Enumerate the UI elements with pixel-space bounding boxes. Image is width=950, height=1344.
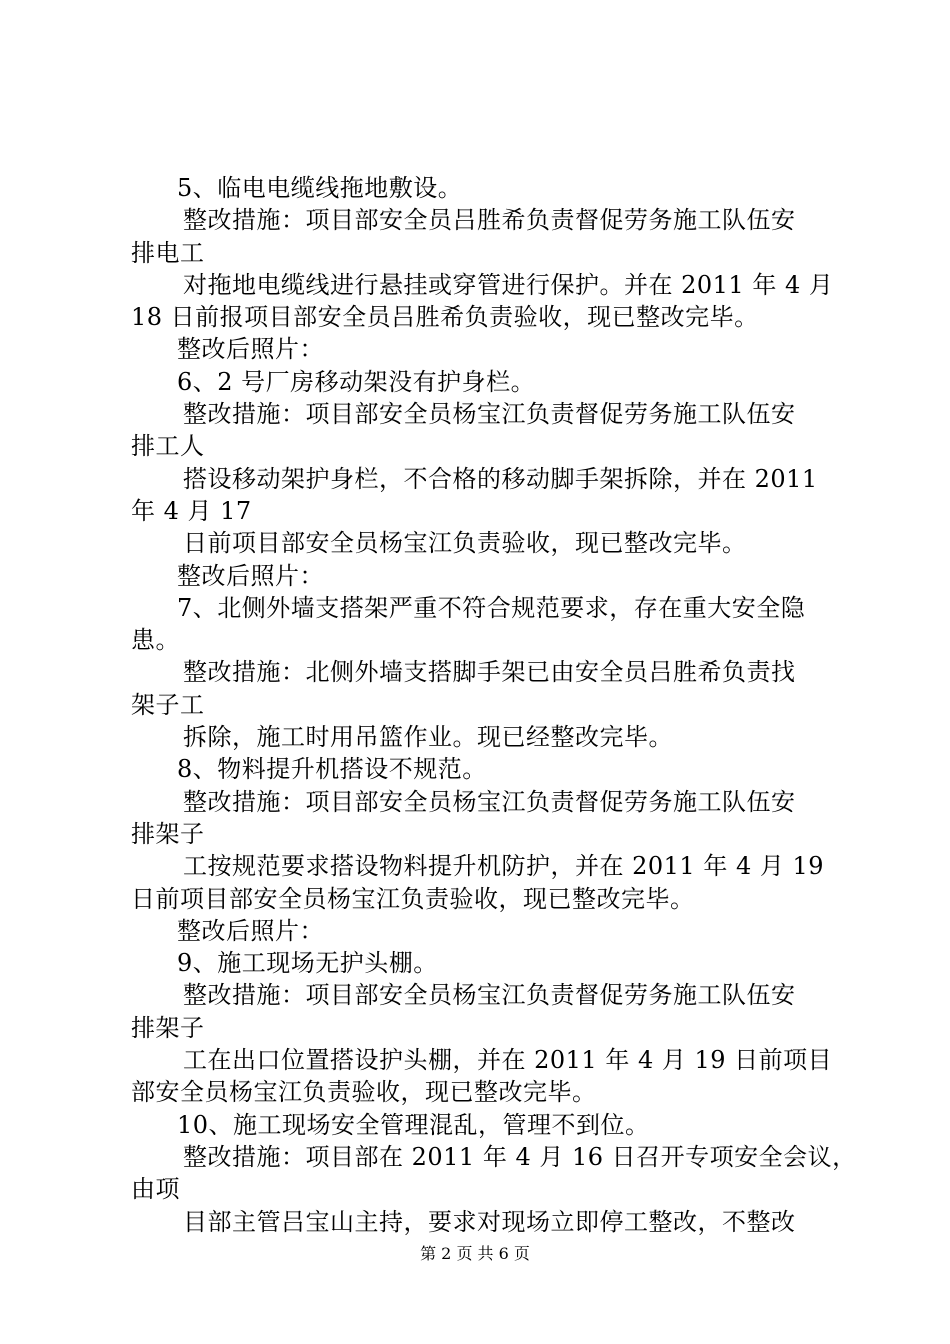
paragraph-line: 排架子 [131, 1013, 205, 1042]
paragraph-line: 对拖地电缆线进行悬挂或穿管进行保护。并在 2011 年 4 月 [183, 270, 834, 299]
item-heading-9: 9、施工现场无护头棚。 [177, 949, 438, 978]
paragraph-line: 排工人 [131, 432, 205, 461]
photo-caption: 整改后照片： [177, 916, 324, 945]
paragraph-line: 整改措施：北侧外墙支搭脚手架已由安全员吕胜希负责找 [183, 658, 796, 687]
paragraph-line: 整改措施：项目部安全员吕胜希负责督促劳务施工队伍安 [183, 206, 796, 235]
item-heading-6: 6、2 号厂房移动架没有护身栏。 [177, 367, 536, 396]
paragraph-line: 18 日前报项目部安全员吕胜希负责验收，现已整改完毕。 [131, 303, 759, 332]
document-body [131, 172, 857, 1238]
paragraph-line: 拆除，施工时用吊篮作业。现已经整改完毕。 [183, 723, 673, 752]
paragraph-line: 由项 [131, 1175, 180, 1204]
photo-caption: 整改后照片： [177, 561, 324, 590]
item-heading-8: 8、物料提升机搭设不规范。 [177, 755, 487, 784]
photo-caption: 整改后照片： [177, 335, 324, 364]
item-heading-10: 10、施工现场安全管理混乱，管理不到位。 [177, 1110, 650, 1139]
paragraph-line: 目部主管吕宝山主持，要求对现场立即停工整改，不整改 [183, 1207, 796, 1236]
paragraph-line: 日前项目部安全员杨宝江负责验收，现已整改完毕。 [131, 884, 695, 913]
paragraph-line: 整改措施：项目部在 2011 年 4 月 16 日召开专项安全会议， [183, 1142, 857, 1171]
paragraph-line: 架子工 [131, 690, 205, 719]
paragraph-line: 排架子 [131, 819, 205, 848]
paragraph-line: 工在出口位置搭设护头棚，并在 2011 年 4 月 19 日前项目 [183, 1046, 833, 1075]
paragraph-line: 部安全员杨宝江负责验收，现已整改完毕。 [131, 1078, 597, 1107]
paragraph-line: 搭设移动架护身栏，不合格的移动脚手架拆除，并在 2011 [183, 464, 818, 493]
paragraph-line: 日前项目部安全员杨宝江负责验收，现已整改完毕。 [183, 529, 747, 558]
paragraph-line: 患。 [131, 626, 180, 655]
paragraph-line: 整改措施：项目部安全员杨宝江负责督促劳务施工队伍安 [183, 400, 796, 429]
item-heading-5: 5、临电电缆线拖地敷设。 [177, 174, 463, 202]
paragraph-line: 整改措施：项目部安全员杨宝江负责督促劳务施工队伍安 [183, 787, 796, 816]
paragraph-line: 排电工 [131, 238, 205, 267]
page-number-footer: 第 2 页 共 6 页 [420, 1244, 530, 1263]
item-heading-7: 7、北侧外墙支搭架严重不符合规范要求，存在重大安全隐 [177, 593, 806, 622]
paragraph-line: 工按规范要求搭设物料提升机防护，并在 2011 年 4 月 19 [183, 852, 825, 881]
paragraph-line: 年 4 月 17 [131, 496, 252, 525]
paragraph-line: 整改措施：项目部安全员杨宝江负责督促劳务施工队伍安 [183, 981, 796, 1010]
